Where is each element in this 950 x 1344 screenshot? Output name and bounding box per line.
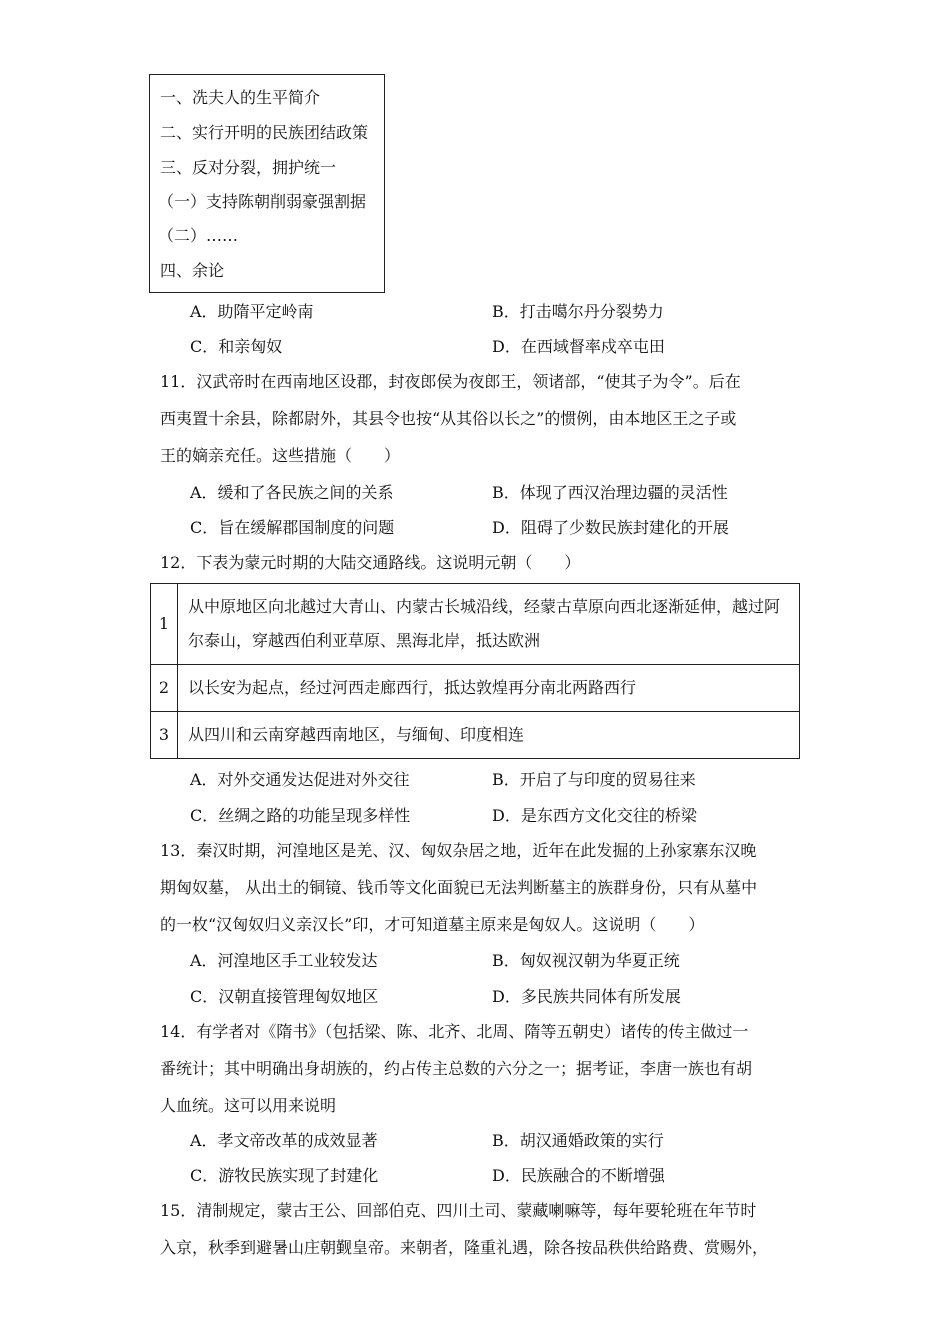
q14-option-c[interactable]: C．游牧民族实现了封建化 xyxy=(190,1166,379,1185)
route-number: 2 xyxy=(151,665,178,712)
q14-option-d[interactable]: D．民族融合的不断增强 xyxy=(492,1166,665,1185)
outline-line: 二、实行开明的民族团结政策 xyxy=(160,123,369,142)
route-table xyxy=(150,583,800,759)
outline-line: 四、余论 xyxy=(160,261,225,280)
q15-stem-line: 15．清制规定，蒙古王公、回部伯克、四川土司、蒙藏喇嘛等，每年要轮班在年节时 xyxy=(160,1201,757,1220)
q14-option-b[interactable]: B．胡汉通婚政策的实行 xyxy=(492,1131,664,1150)
q10-option-c[interactable]: C．和亲匈奴 xyxy=(190,337,283,356)
table-row xyxy=(151,584,800,665)
q14-stem-line: 14．有学者对《隋书》（包括梁、陈、北齐、北周、隋等五朝史）诸传的传主做过一 xyxy=(160,1022,749,1041)
route-description: 从四川和云南穿越西南地区，与缅甸、印度相连 xyxy=(178,712,800,759)
q12-option-b[interactable]: B．开启了与印度的贸易往来 xyxy=(492,770,696,789)
q11-option-a[interactable]: A．缓和了各民族之间的关系 xyxy=(190,483,394,502)
q11-stem-line: 西夷置十余县，除都尉外，其县令也按“从其俗以长之”的惯例，由本地区王之子或 xyxy=(160,409,737,428)
route-description: 以长安为起点，经过河西走廊西行，抵达敦煌再分南北两路西行 xyxy=(178,665,800,712)
q13-option-d[interactable]: D．多民族共同体有所发展 xyxy=(492,987,681,1006)
q14-option-a[interactable]: A．孝文帝改革的成效显著 xyxy=(190,1131,378,1150)
q15-stem-line: 入京，秋季到避暑山庄朝觐皇帝。来朝者，隆重礼遇，除各按品秩供给路费、赏赐外， xyxy=(160,1238,769,1257)
q14-stem-line: 番统计；其中明确出身胡族的，约占传主总数的六分之一；据考证，李唐一族也有胡 xyxy=(160,1059,753,1078)
q11-option-c[interactable]: C．旨在缓解郡国制度的问题 xyxy=(190,518,395,537)
outline-line: （一）支持陈朝削弱豪强割据 xyxy=(158,192,367,211)
q13-option-b[interactable]: B．匈奴视汉朝为华夏正统 xyxy=(492,951,680,970)
q12-option-a[interactable]: A．对外交通发达促进对外交往 xyxy=(190,770,410,789)
outline-line: 三、反对分裂，拥护统一 xyxy=(160,158,337,177)
route-number: 3 xyxy=(151,712,178,759)
q13-option-c[interactable]: C．汉朝直接管理匈奴地区 xyxy=(190,987,379,1006)
q11-stem-line: 11．汉武帝时在西南地区设郡，封夜郎侯为夜郎王，领诸部，“使其子为令”。后在 xyxy=(160,372,741,391)
q14-stem-line: 人血统。这可以用来说明 xyxy=(160,1096,337,1115)
table-row xyxy=(151,665,800,712)
q13-stem-line: 的一枚“汉匈奴归义亲汉长”印，才可知道墓主原来是匈奴人。这说明（ ） xyxy=(160,915,705,934)
q10-option-b[interactable]: B．打击噶尔丹分裂势力 xyxy=(492,302,664,321)
route-number: 1 xyxy=(151,584,178,665)
q11-stem-line: 王的嫡亲充任。这些措施（ ） xyxy=(160,446,401,465)
q11-option-d[interactable]: D．阻碍了少数民族封建化的开展 xyxy=(492,518,729,537)
table-row xyxy=(151,712,800,759)
q10-option-a[interactable]: A．助隋平定岭南 xyxy=(190,302,314,321)
q12-stem: 12．下表为蒙元时期的大陆交通路线。这说明元朝（ ） xyxy=(160,553,581,572)
q12-option-d[interactable]: D．是东西方文化交往的桥梁 xyxy=(492,806,697,825)
outline-box xyxy=(149,74,385,293)
q13-stem-line: 13．秦汉时期，河湟地区是羌、汉、匈奴杂居之地，近年在此发掘的上孙家寨东汉晚 xyxy=(160,841,757,860)
route-description: 从中原地区向北越过大青山、内蒙古长城沿线，经蒙古草原向西北逐渐延伸，越过阿尔泰山，穿越西伯利亚草原、黑海北岸，抵达欧洲 xyxy=(178,584,800,665)
q11-option-b[interactable]: B．体现了西汉治理边疆的灵活性 xyxy=(492,483,728,502)
q13-stem-line: 期匈奴墓， 从出土的铜镜、钱币等文化面貌已无法判断墓主的族群身份，只有从墓中 xyxy=(160,878,758,897)
q10-option-d[interactable]: D．在西域督率戍卒屯田 xyxy=(492,337,665,356)
q13-option-a[interactable]: A．河湟地区手工业较发达 xyxy=(190,951,378,970)
outline-line: 一、冼夫人的生平简介 xyxy=(160,88,321,107)
outline-line: （二）…… xyxy=(158,226,239,245)
q12-option-c[interactable]: C．丝绸之路的功能呈现多样性 xyxy=(190,806,411,825)
